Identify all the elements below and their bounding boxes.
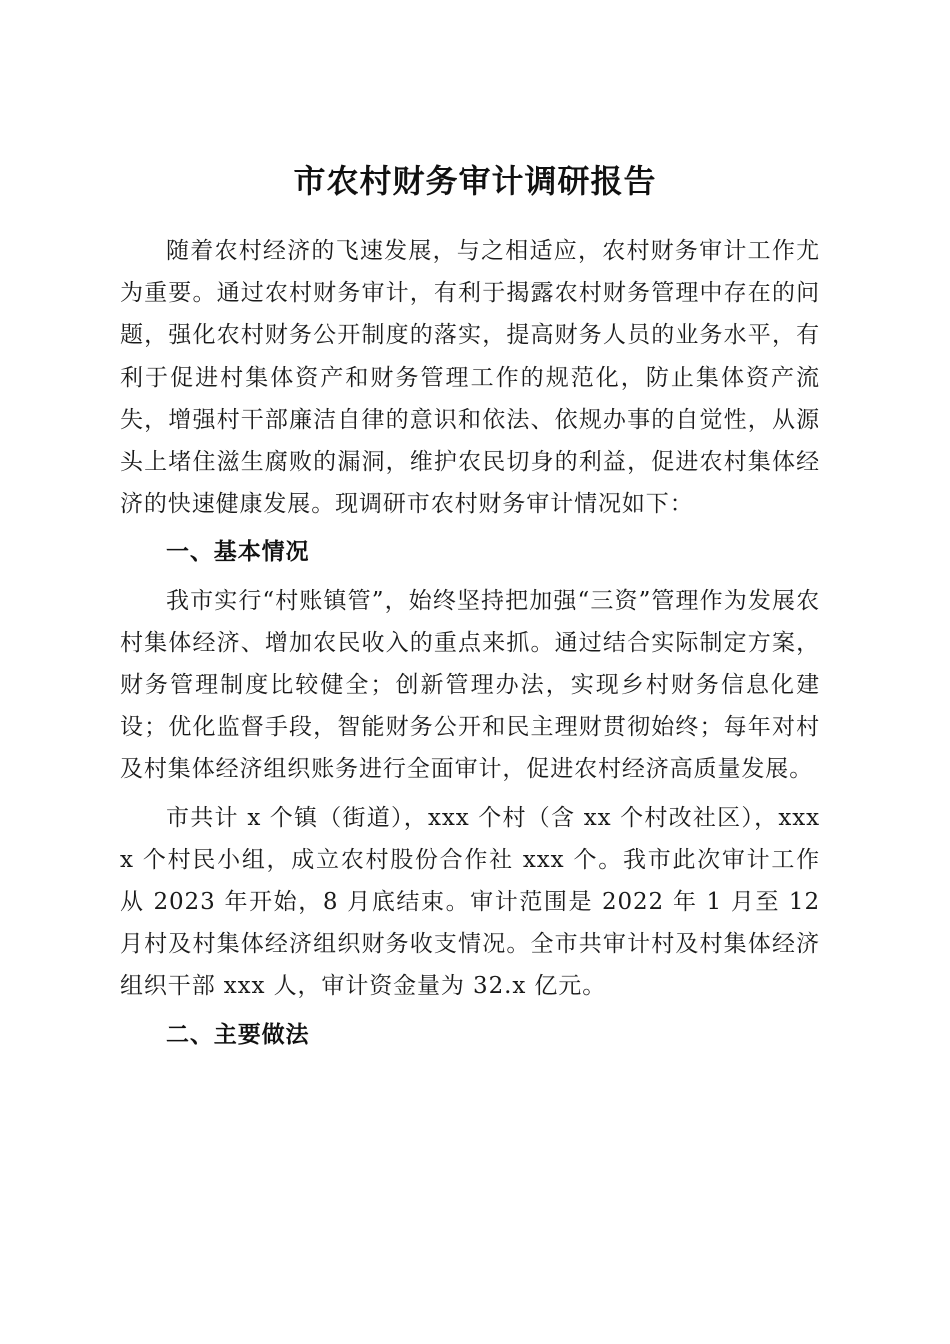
section-heading-basic-situation: 一、基本情况 (166, 539, 310, 566)
document-body (120, 230, 820, 1056)
section-heading-main-practices: 二、主要做法 (166, 1021, 310, 1048)
intro-paragraph: 随着农村经济的飞速发展，与之相适应，农村财务审计工作尤为重要。通过农村财务审计，有利于揭露农村财务管理中存在的问题，强化农村财务公开制度的落实，提高财务人员的业务水平，有利于促进村集体资产和财务管理工作的规范化，防止集体资产流失，增强村干部廉洁自律的意识和依法、依规办事的自觉性，从源头上堵住滋生腐败的漏洞，维护农民切身的利益，促进农村集体经济的快速健康发展。现调研市农村财务审计情况如下： (120, 238, 820, 518)
page-title: 市农村财务审计调研报告 (293, 162, 657, 201)
basic-situation-paragraph-2: 市共计 x 个镇（街道），xxx 个村（含 xx 个村改社区），xxxx 个村民小组，成立农村股份合作社 xxx 个。我市此次审计工作从 2023 年开始，8 月底结束。审计范围是 2022 年 1 月至 12 月村及村集体经济组织财务收支情况。全市共审计村及村集体经济组织干部 xxx 人，审计资金量为 32.x 亿元。 (120, 804, 820, 1000)
basic-situation-paragraph-1: 我市实行“村账镇管”，始终坚持把加强“三资”管理作为发展农村集体经济、增加农民收入的重点来抓。通过结合实际制定方案，财务管理制度比较健全；创新管理办法，实现乡村财务信息化建设；优化监督手段，智能财务公开和民主理财贯彻始终；每年对村及村集体经济组织账务进行全面审计，促进农村经济高质量发展。 (120, 587, 820, 783)
